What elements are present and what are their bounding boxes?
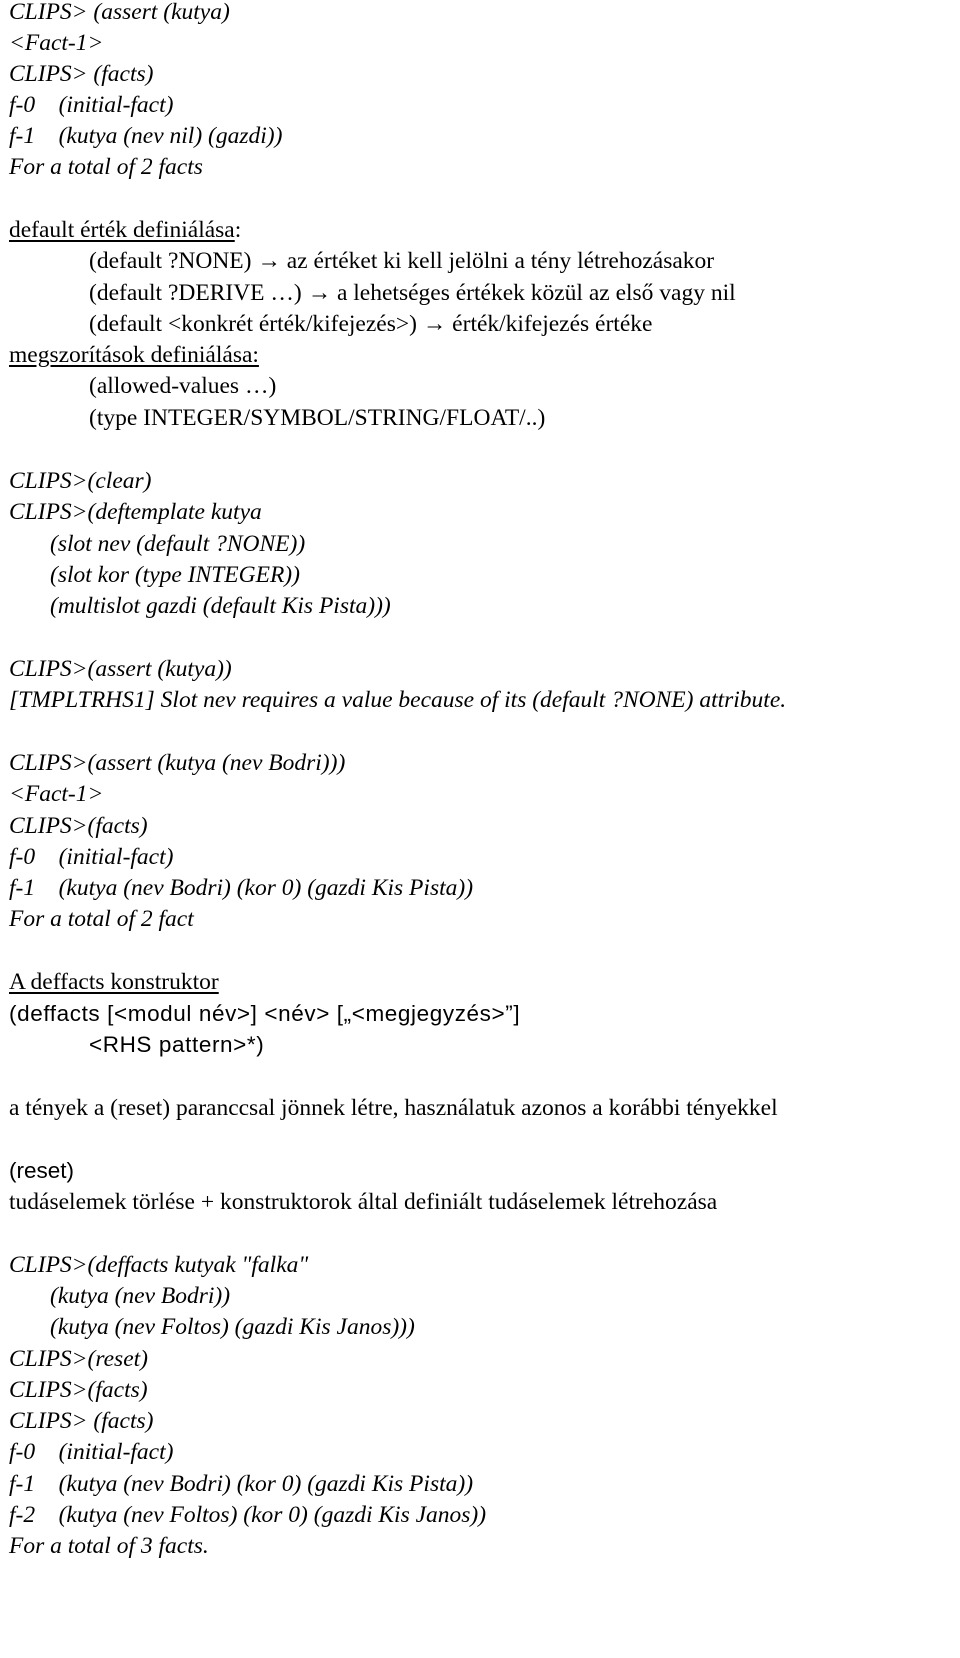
clips-line: CLIPS>(facts) <box>9 813 148 839</box>
clips-fact-line: (kutya (nev Foltos) (gazdi Kis Janos))) <box>50 1314 415 1340</box>
constraint-option: (allowed-values …) <box>89 373 277 399</box>
clips-line: f-1 (kutya (nev Bodri) (kor 0) (gazdi Kis Pista)) <box>9 1471 474 1497</box>
clips-line: CLIPS>(deffacts kutyak "falka" <box>9 1252 309 1278</box>
reset-command: (reset) <box>9 1158 75 1183</box>
clips-line: f-1 (kutya (nev nil) (gazdi)) <box>9 123 283 149</box>
clips-line: For a total of 2 facts <box>9 154 203 180</box>
clips-line: <Fact-1> <box>9 781 104 807</box>
clips-line: f-0 (initial-fact) <box>9 1439 174 1465</box>
clips-line: CLIPS>(deftemplate kutya <box>9 499 262 525</box>
clips-line: CLIPS>(reset) <box>9 1346 148 1372</box>
clips-line: f-0 (initial-fact) <box>9 92 174 118</box>
clips-line: CLIPS>(assert (kutya)) <box>9 656 232 682</box>
clips-line: CLIPS> (facts) <box>9 1408 154 1434</box>
default-option: (default ?NONE) → az értéket ki kell jelölni a tény létrehozásakor <box>89 248 715 274</box>
clips-slot-line: (multislot gazdi (default Kis Pista))) <box>50 593 391 619</box>
clips-line: f-0 (initial-fact) <box>9 844 174 870</box>
clips-slot-line: (slot nev (default ?NONE)) <box>50 531 306 557</box>
deffacts-heading: A deffacts konstruktor <box>9 969 219 995</box>
clips-line: <Fact-1> <box>9 30 104 56</box>
clips-line: CLIPS>(clear) <box>9 468 152 494</box>
clips-line: CLIPS>(facts) <box>9 1377 148 1403</box>
clips-line: f-2 (kutya (nev Foltos) (kor 0) (gazdi Kis Janos)) <box>9 1502 487 1528</box>
reset-description: tudáselemek törlése + konstruktorok által definiált tudáselemek létrehozása <box>9 1189 718 1215</box>
defaults-heading <box>9 214 241 246</box>
clips-slot-line: (slot kor (type INTEGER)) <box>50 562 300 588</box>
clips-error-line: [TMPLTRHS1] Slot nev requires a value because of its (default ?NONE) attribute. <box>9 687 787 713</box>
default-option: (default ?DERIVE …) → a lehetséges értékek közül az első vagy nil <box>89 280 736 306</box>
deffacts-syntax-line: (deffacts [<modul név>] <név> [„<megjegyzés>”] <box>9 1001 521 1026</box>
deffacts-syntax-line: <RHS pattern>*) <box>89 1032 265 1057</box>
clips-line: For a total of 2 fact <box>9 906 194 932</box>
clips-line: CLIPS>(assert (kutya (nev Bodri))) <box>9 750 346 776</box>
constraint-option: (type INTEGER/SYMBOL/STRING/FLOAT/..) <box>89 405 546 431</box>
default-option: (default <konkrét érték/kifejezés>) → érték/kifejezés értéke <box>89 311 653 337</box>
clips-line: For a total of 3 facts. <box>9 1533 209 1559</box>
constraints-heading: megszorítások definiálása: <box>9 342 259 368</box>
defaults-heading-colon: : <box>234 217 242 243</box>
clips-line: CLIPS> (assert (kutya) <box>9 0 230 25</box>
defaults-heading-text: default érték definiálása <box>9 217 235 243</box>
clips-fact-line: (kutya (nev Bodri)) <box>50 1283 231 1309</box>
reset-note: a tények a (reset) paranccsal jönnek létre, használatuk azonos a korábbi tényekkel <box>9 1095 778 1121</box>
clips-line: CLIPS> (facts) <box>9 61 154 87</box>
clips-line: f-1 (kutya (nev Bodri) (kor 0) (gazdi Kis Pista)) <box>9 875 474 901</box>
